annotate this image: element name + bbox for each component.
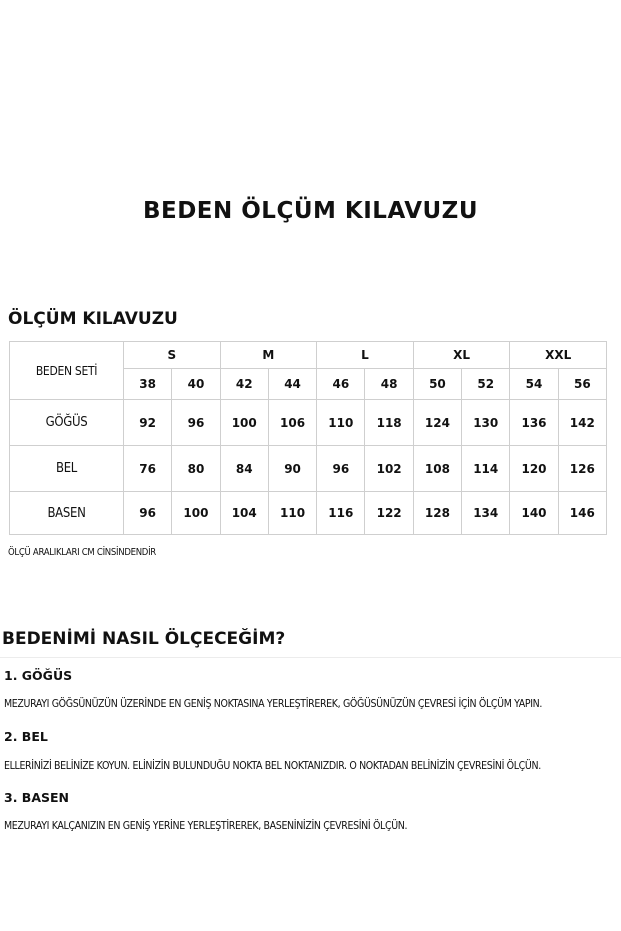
size-header: L <box>317 342 414 369</box>
size-number: 42 <box>220 369 268 400</box>
table-cell: 106 <box>268 400 316 446</box>
size-number: 44 <box>268 369 316 400</box>
section-text-gogus: MEZURAYI GÖĞSÜNÜZÜN ÜZERİNDE EN GENİŞ NOKTASINA YERLEŞTİREREK, GÖĞÜSÜNÜZÜN ÇEVRESİ İÇİN ÖLÇÜM YAPIN. <box>4 698 543 710</box>
size-header-row <box>10 342 607 369</box>
divider <box>0 657 621 658</box>
section-text-bel: ELLERİNİZİ BELİNİZE KOYUN. ELİNİZİN BULUNDUĞU NOKTA BEL NOKTANIZDIR. O NOKTADAN BELİNİZİN ÇEVRESİNİ ÖLÇÜN. <box>4 760 541 772</box>
size-number: 48 <box>365 369 413 400</box>
section-heading-bel: 2. BEL <box>4 729 48 744</box>
table-cell: 80 <box>172 446 220 492</box>
table-row-gogus <box>10 400 607 446</box>
howto-title: BEDENİMİ NASIL ÖLÇECEĞİM? <box>2 629 286 649</box>
table-cell: 100 <box>172 492 220 535</box>
table-cell: 140 <box>510 492 558 535</box>
row-label: BEL <box>10 446 124 492</box>
unit-note: ÖLÇÜ ARALIKLARI CM CİNSİNDENDİR <box>8 547 156 558</box>
row-label: GÖĞÜS <box>10 400 124 446</box>
table-cell: 96 <box>317 446 365 492</box>
table-cell: 110 <box>317 400 365 446</box>
size-number: 56 <box>558 369 606 400</box>
size-number: 38 <box>124 369 172 400</box>
table-cell: 126 <box>558 446 606 492</box>
size-header: XXL <box>510 342 607 369</box>
table-cell: 146 <box>558 492 606 535</box>
corner-label: BEDEN SETİ <box>10 342 124 400</box>
section-heading-basen: 3. BASEN <box>4 790 70 805</box>
table-cell: 142 <box>558 400 606 446</box>
table-cell: 118 <box>365 400 413 446</box>
table-cell: 96 <box>172 400 220 446</box>
section-text-basen: MEZURAYI KALÇANIZIN EN GENİŞ YERİNE YERLEŞTİREREK, BASENİNİZİN ÇEVRESİNİ ÖLÇÜN. <box>4 820 408 832</box>
table-row-bel <box>10 446 607 492</box>
size-number: 46 <box>317 369 365 400</box>
table-cell: 110 <box>268 492 316 535</box>
size-number: 54 <box>510 369 558 400</box>
size-chart-table <box>9 341 607 535</box>
size-header: XL <box>413 342 510 369</box>
table-cell: 92 <box>124 400 172 446</box>
table-cell: 102 <box>365 446 413 492</box>
section-heading-gogus: 1. GÖĞÜS <box>4 668 73 683</box>
table-cell: 114 <box>462 446 510 492</box>
table-cell: 116 <box>317 492 365 535</box>
table-cell: 136 <box>510 400 558 446</box>
table-cell: 76 <box>124 446 172 492</box>
size-header: M <box>220 342 317 369</box>
table-cell: 130 <box>462 400 510 446</box>
size-number: 50 <box>413 369 461 400</box>
table-cell: 96 <box>124 492 172 535</box>
table-cell: 84 <box>220 446 268 492</box>
table-cell: 100 <box>220 400 268 446</box>
table-cell: 124 <box>413 400 461 446</box>
table-cell: 104 <box>220 492 268 535</box>
size-header: S <box>124 342 221 369</box>
row-label: BASEN <box>10 492 124 535</box>
table-row-basen <box>10 492 607 535</box>
table-title: ÖLÇÜM KILAVUZU <box>8 309 178 329</box>
page-title: BEDEN ÖLÇÜM KILAVUZU <box>142 198 479 224</box>
size-number: 40 <box>172 369 220 400</box>
size-number: 52 <box>462 369 510 400</box>
table-cell: 108 <box>413 446 461 492</box>
table-cell: 134 <box>462 492 510 535</box>
table-cell: 122 <box>365 492 413 535</box>
table-cell: 90 <box>268 446 316 492</box>
table-cell: 120 <box>510 446 558 492</box>
table-cell: 128 <box>413 492 461 535</box>
